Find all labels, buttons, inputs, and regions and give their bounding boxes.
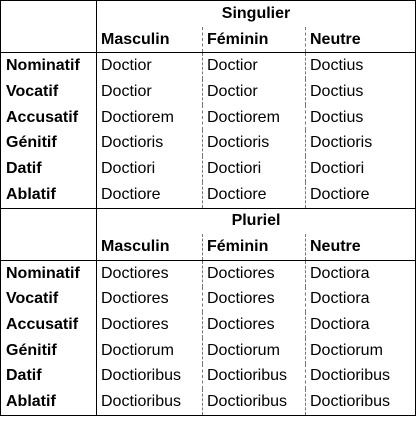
form-cell: Doctiorum bbox=[203, 338, 306, 364]
form-cell: Doctiori bbox=[203, 156, 306, 182]
case-label: Nominatif bbox=[1, 260, 97, 286]
column-header-neutre: Neutre bbox=[306, 27, 416, 53]
case-label: Accusatif bbox=[1, 312, 97, 338]
table-row bbox=[1, 287, 416, 313]
section-title: Pluriel bbox=[97, 208, 416, 234]
case-label: Datif bbox=[1, 364, 97, 390]
case-label: Vocatif bbox=[1, 79, 97, 105]
table-row bbox=[1, 130, 416, 156]
case-label: Génitif bbox=[1, 130, 97, 156]
form-cell: Doctius bbox=[306, 105, 416, 131]
form-cell: Doctior bbox=[203, 79, 306, 105]
form-cell: Doctiores bbox=[203, 287, 306, 313]
case-label: Datif bbox=[1, 156, 97, 182]
corner-cell bbox=[1, 27, 97, 53]
form-cell: Doctius bbox=[306, 79, 416, 105]
form-cell: Doctiora bbox=[306, 312, 416, 338]
form-cell: Doctior bbox=[203, 53, 306, 79]
form-cell: Doctiore bbox=[97, 182, 203, 208]
table-row bbox=[1, 156, 416, 182]
form-cell: Doctiorum bbox=[97, 338, 203, 364]
corner-cell bbox=[1, 234, 97, 260]
column-header-masculin: Masculin bbox=[97, 27, 203, 53]
form-cell: Doctiores bbox=[97, 287, 203, 313]
case-label: Vocatif bbox=[1, 287, 97, 313]
corner-cell bbox=[1, 1, 97, 27]
section-title: Singulier bbox=[97, 1, 416, 27]
section-title-row bbox=[1, 1, 416, 27]
form-cell: Doctiori bbox=[306, 156, 416, 182]
table-row bbox=[1, 182, 416, 208]
form-cell: Doctioribus bbox=[97, 389, 203, 415]
corner-cell bbox=[1, 208, 97, 234]
form-cell: Doctiores bbox=[203, 260, 306, 286]
form-cell: Doctioribus bbox=[306, 364, 416, 390]
case-label: Nominatif bbox=[1, 53, 97, 79]
form-cell: Doctius bbox=[306, 53, 416, 79]
form-cell: Doctiores bbox=[203, 312, 306, 338]
form-cell: Doctior bbox=[97, 79, 203, 105]
column-header-neutre: Neutre bbox=[306, 234, 416, 260]
form-cell: Doctiora bbox=[306, 287, 416, 313]
table-row bbox=[1, 53, 416, 79]
table-row bbox=[1, 312, 416, 338]
form-cell: Doctioris bbox=[203, 130, 306, 156]
table-row bbox=[1, 364, 416, 390]
table-row bbox=[1, 338, 416, 364]
form-cell: Doctiorem bbox=[97, 105, 203, 131]
form-cell: Doctiorem bbox=[203, 105, 306, 131]
form-cell: Doctiores bbox=[97, 260, 203, 286]
case-label: Ablatif bbox=[1, 389, 97, 415]
column-header-feminin: Féminin bbox=[203, 27, 306, 53]
form-cell: Doctiores bbox=[97, 312, 203, 338]
section-title-row bbox=[1, 208, 416, 234]
form-cell: Doctiorum bbox=[306, 338, 416, 364]
form-cell: Doctior bbox=[97, 53, 203, 79]
form-cell: Doctioribus bbox=[203, 364, 306, 390]
column-header-masculin: Masculin bbox=[97, 234, 203, 260]
form-cell: Doctiori bbox=[97, 156, 203, 182]
form-cell: Doctioribus bbox=[306, 389, 416, 415]
form-cell: Doctioris bbox=[306, 130, 416, 156]
column-header-feminin: Féminin bbox=[203, 234, 306, 260]
form-cell: Doctiore bbox=[203, 182, 306, 208]
case-label: Génitif bbox=[1, 338, 97, 364]
column-header-row bbox=[1, 234, 416, 260]
column-header-row bbox=[1, 27, 416, 53]
form-cell: Doctioribus bbox=[97, 364, 203, 390]
form-cell: Doctioribus bbox=[203, 389, 306, 415]
form-cell: Doctiore bbox=[306, 182, 416, 208]
case-label: Ablatif bbox=[1, 182, 97, 208]
table-row bbox=[1, 79, 416, 105]
form-cell: Doctiora bbox=[306, 260, 416, 286]
table-row bbox=[1, 260, 416, 286]
case-label: Accusatif bbox=[1, 105, 97, 131]
table-row bbox=[1, 389, 416, 415]
table-row bbox=[1, 105, 416, 131]
form-cell: Doctioris bbox=[97, 130, 203, 156]
